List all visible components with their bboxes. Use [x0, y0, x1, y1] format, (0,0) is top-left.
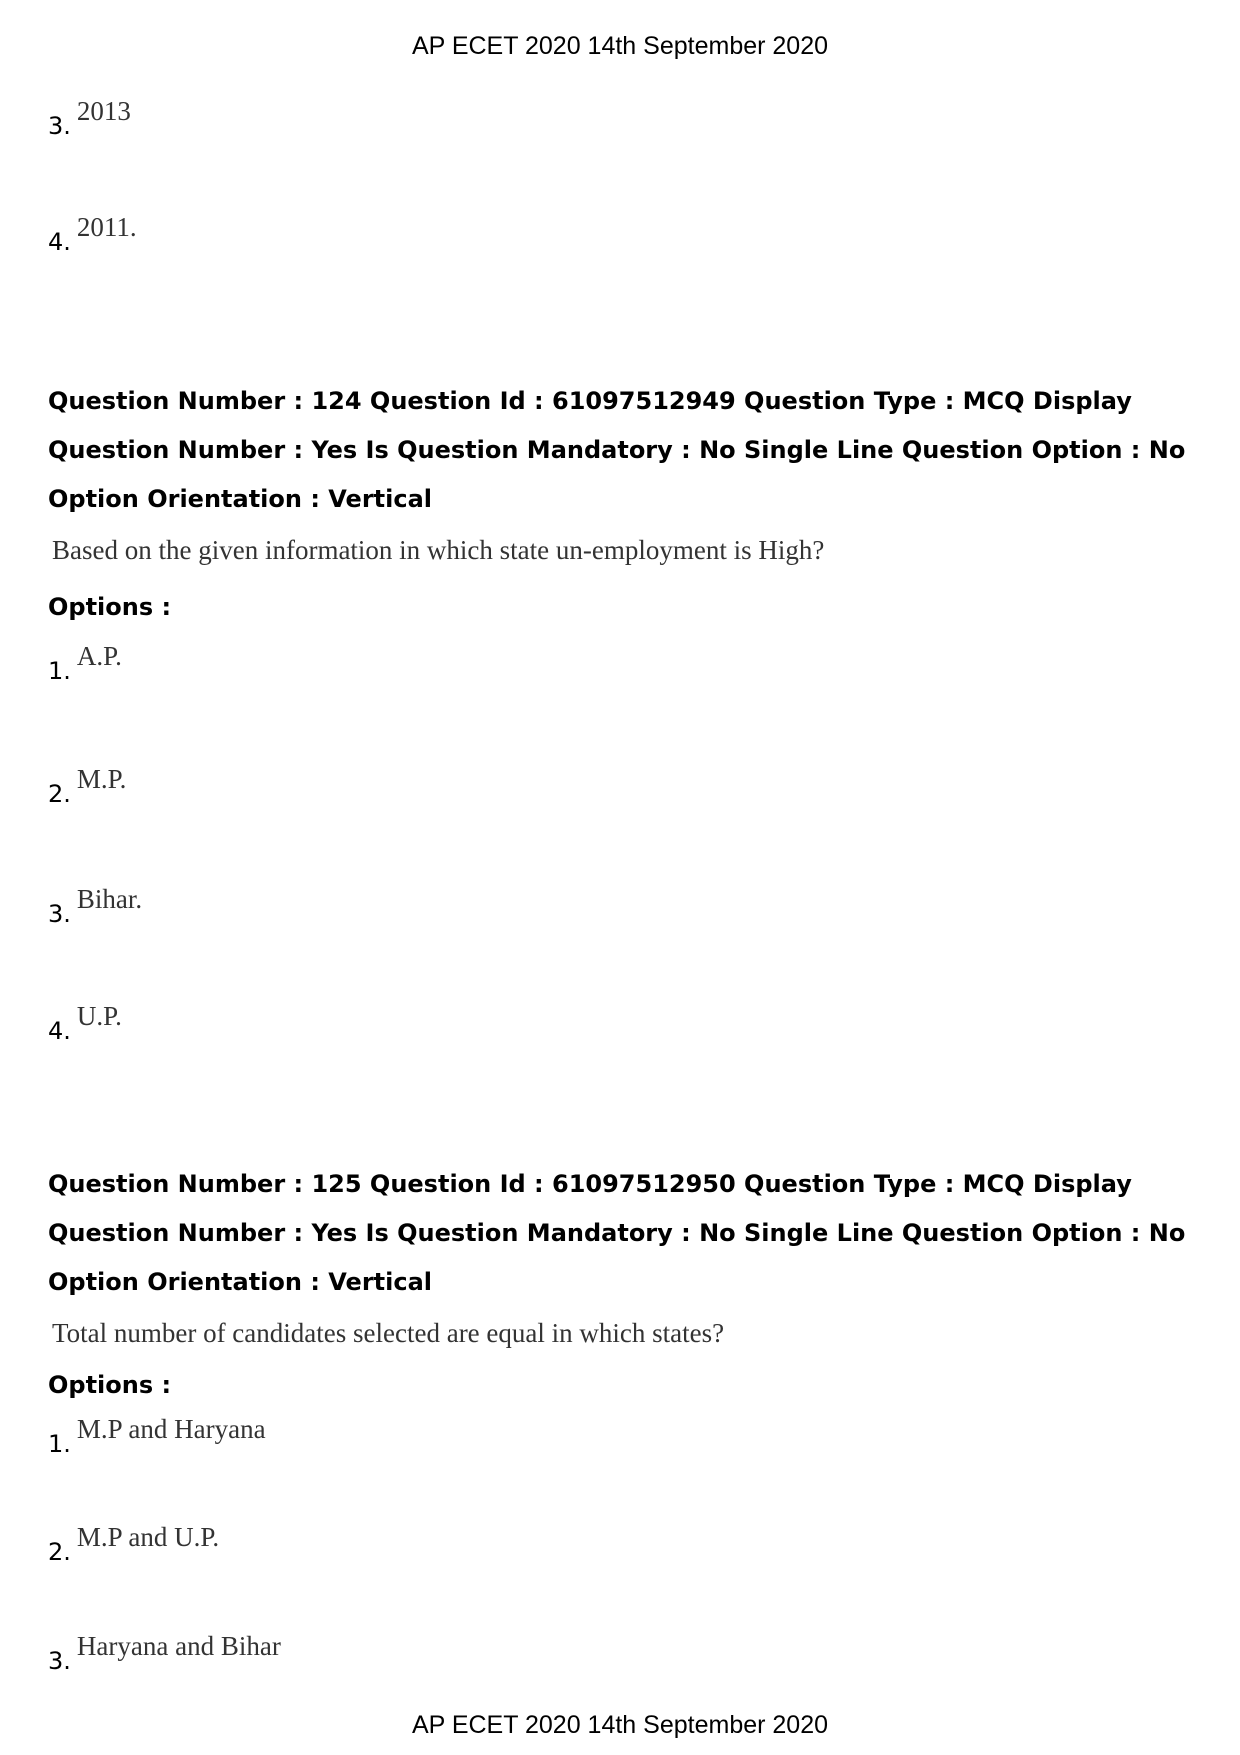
option-text: M.P and U.P.	[76, 1522, 220, 1552]
options-label: Options :	[48, 593, 172, 621]
option-text: Bihar.	[76, 884, 143, 914]
option-text: 2011.	[76, 212, 137, 242]
option-number: 4.	[48, 1017, 71, 1045]
option-number: 1.	[48, 657, 71, 685]
question-meta: Question Number : 125 Question Id : 61097512950 Question Type : MCQ Display Question Number : Yes Is Question Mandatory : No Single Line Question Option : No Option Orientation : Vertical	[48, 1170, 1186, 1296]
option-number: 3.	[48, 900, 71, 928]
option-item	[48, 884, 143, 929]
option-text: Haryana and Bihar	[76, 1631, 281, 1661]
option-item	[48, 1522, 220, 1567]
option-item	[48, 96, 131, 141]
option-text: M.P.	[76, 764, 127, 794]
question-meta: Question Number : 124 Question Id : 61097512949 Question Type : MCQ Display Question Number : Yes Is Question Mandatory : No Single Line Question Option : No Option Orientation : Vertical	[48, 387, 1186, 513]
option-item	[48, 764, 127, 809]
options-label: Options :	[48, 1371, 172, 1399]
page-footer: AP ECET 2020 14th September 2020	[411, 1711, 829, 1739]
option-number: 2.	[48, 780, 71, 808]
option-item	[48, 1631, 281, 1676]
option-item	[48, 641, 122, 686]
option-text: U.P.	[76, 1001, 122, 1031]
option-number: 2.	[48, 1538, 71, 1566]
option-number: 1.	[48, 1430, 71, 1458]
option-item	[48, 212, 137, 257]
option-item	[48, 1001, 122, 1046]
option-number: 3.	[48, 112, 71, 140]
option-item	[48, 1414, 266, 1459]
question-text: Based on the given information in which state un-employment is High?	[52, 535, 825, 565]
question-text: Total number of candidates selected are equal in which states?	[52, 1318, 725, 1348]
option-number: 3.	[48, 1647, 71, 1675]
option-number: 4.	[48, 228, 71, 256]
option-text: 2013	[76, 96, 131, 126]
option-text: M.P and Haryana	[76, 1414, 266, 1444]
page-header: AP ECET 2020 14th September 2020	[411, 32, 829, 60]
option-text: A.P.	[76, 641, 122, 671]
